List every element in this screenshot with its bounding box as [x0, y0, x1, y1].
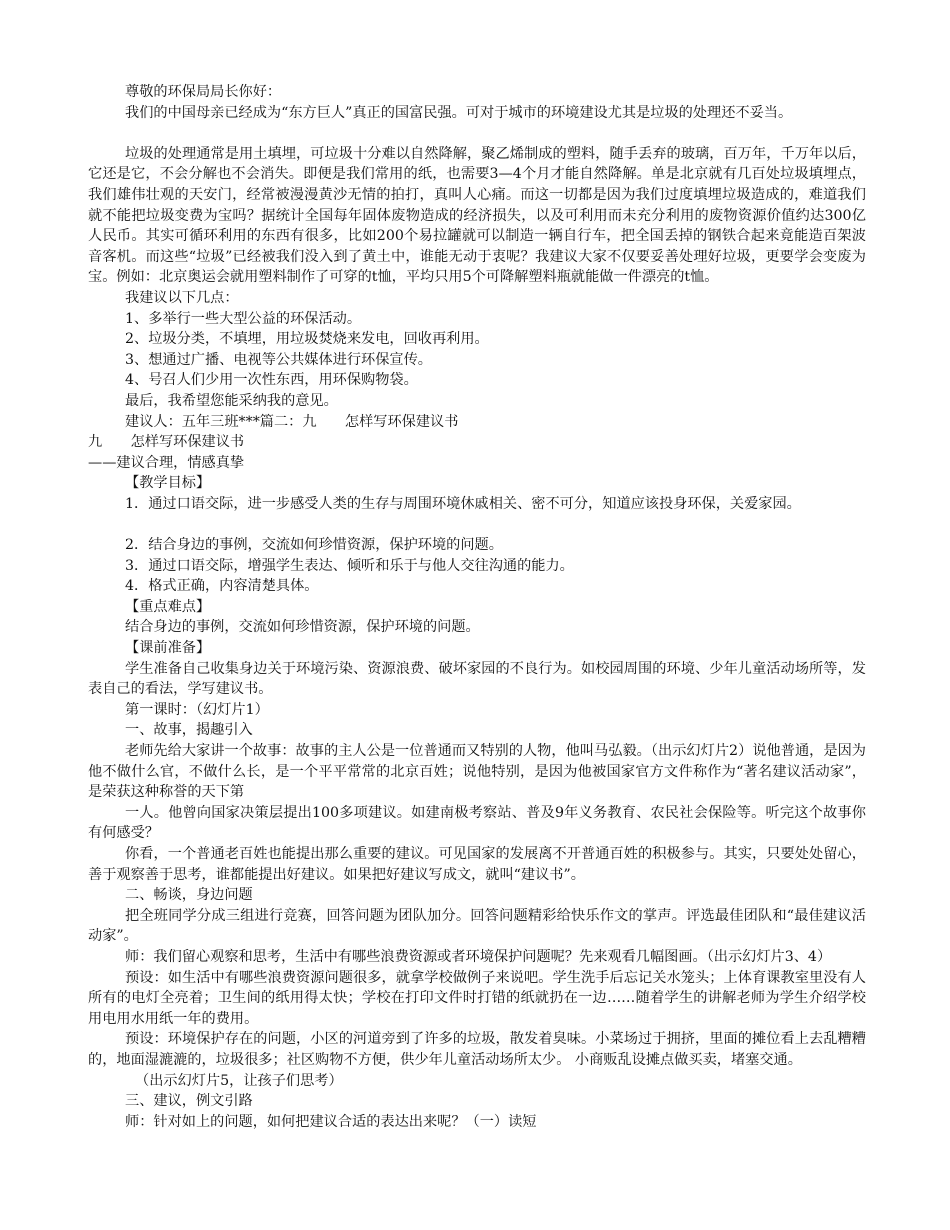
list-item: 1、多举行一些大型公益的环保活动。	[125, 310, 362, 327]
section-heading: 三、建议，例文引路	[125, 1093, 253, 1110]
paragraph: 我们的中国母亲已经成为“东方巨人”真正的国富民强。可对于城市的环境建设尤其是垃圾的处理还不妥当。	[125, 104, 793, 121]
section-heading: 【重点难点】	[125, 598, 211, 615]
list-item: 3、想通过广播、电视等公共媒体进行环保宣传。	[125, 351, 432, 368]
paragraph: 师：我们留心观察和思考，生活中有哪些浪费资源或者环境保护问题呢？先来观看几幅图画。（出示幻灯片3、4）	[125, 948, 832, 965]
paragraph: 预设：环境保护存在的问题，小区的河道旁到了许多的垃圾，散发着臭味。小菜场过于拥挤，里面的摊位看上去乱糟糟的，地面湿漉漉的，垃圾很多；社区购物不方便，供少年儿童活动场所太少。 小商贩乱设摊点做买卖，堵塞交通。	[88, 1031, 866, 1068]
subtitle: ——建议合理，情感真挚	[88, 454, 245, 471]
list-item: 1．通过口语交际，进一步感受人类的生存与周围环境休戚相关、密不可分，知道应该投身环保，关爱家园。	[125, 495, 801, 512]
salutation: 尊敬的环保局局长你好：	[125, 84, 282, 100]
list-item: 4．格式正确，内容清楚具体。	[125, 578, 319, 595]
paragraph: 垃圾的处理通常是用土填埋，可垃圾十分难以自然降解，聚乙烯制成的塑料，随手丢弃的玻璃，百万年，千万年以后，它还是它，不会分解也不会消失。即便是我们常用的纸，也需要3—4个月才能自然降解。单是北京就有几百处垃圾填埋点，我们雄伟壮观的天安门，经常被漫漫黄沙无情的拍打，真叫人心痛。而这一切都是因为我们过度填埋垃圾造成的，难道我们就不能把垃圾变费为宝吗？据统计全国每年固体废物造成的经济损失，以及可利用而未充分利用的废物资源价值约达300亿人民币。其实可循环利用的东西有很多，比如200个易拉罐就可以制造一辆自行车，把全国丢掉的钢铁合起来竟能造百架波音客机。而这些“垃圾”已经被我们没入到了黄土中，谁能无动于衷呢？我建议大家不仅要妥善处理好垃圾，更要学会变废为宝。例如：北京奥运会就用塑料制作了可穿的t恤，平均只用5个可降解塑料瓶就能做一件漂亮的t恤。	[88, 145, 866, 286]
paragraph: 一人。他曾向国家决策层提出100多项建议。如建南极考察站、普及9年义务教育、农民社会保险等。听完这个故事你有何感受？	[88, 804, 866, 842]
paragraph: 预设：如生活中有哪些浪费资源问题很多，就拿学校做例子来说吧。学生洗手后忘记关水笼头；上体育课教室里没有人所有的电灯全亮着；卫生间的纸用得太快；学校在打印文件时打错的纸就扔在一边……随着学生的讲解老师为学生介绍学校用电用水用纸一年的费用。	[88, 969, 866, 1027]
document-body	[88, 82, 866, 1132]
list-item: 3．通过口语交际，增强学生表达、倾听和乐于与他人交往沟通的能力。	[125, 557, 574, 574]
section-heading: 一、故事，揭趣引入	[125, 722, 253, 739]
signature-line: 建议人：五年三班***篇二：九 怎样写环保建议书	[125, 413, 459, 430]
section-heading: 【课前准备】	[125, 640, 211, 657]
paragraph: （出示幻灯片5，让孩子们思考）	[135, 1072, 343, 1089]
paragraph: 结合身边的事例，交流如何珍惜资源，保护环境的问题。	[125, 619, 480, 636]
list-item: 2、垃圾分类，不填埋，用垃圾焚烧来发电，回收再利用。	[125, 331, 489, 348]
section-title: 九 怎样写环保建议书	[88, 434, 245, 451]
paragraph: 学生准备自己收集身边关于环境污染、资源浪费、破坏家园的不良行为。如校园周围的环境、少年儿童活动场所等，发表自己的看法，学写建议书。	[88, 660, 866, 698]
paragraph: 把全班同学分成三组进行竞赛，回答问题为团队加分。回答问题精彩给快乐作文的掌声。评选最佳团队和“最佳建议活动家”。	[88, 907, 866, 945]
paragraph: 师：针对如上的问题，如何把建议合适的表达出来呢？（一）读短	[125, 1113, 537, 1130]
paragraph: 最后，我希望您能采纳我的意见。	[125, 392, 338, 409]
list-item: 2．结合身边的事例，交流如何珍惜资源，保护环境的问题。	[125, 537, 503, 554]
list-item: 4、号召人们少用一次性东西，用环保购物袋。	[125, 372, 418, 389]
paragraph: 老师先给大家讲一个故事：故事的主人公是一位普通而又特别的人物，他叫马弘毅。（出示幻灯片2）说他普通，是因为他不做什么官，不做什么长，是一个平平常常的北京百姓；说他特别，是因为他被国家官方文件称作为“著名建议活动家”，是荣获这种称誉的天下第	[88, 743, 866, 801]
paragraph: 你看，一个普通老百姓也能提出那么重要的建议。可见国家的发展离不开普通百姓的积极参与。其实，只要处处留心，善于观察善于思考，谁都能提出好建议。如果把好建议写成文，就叫“建议书”。	[88, 845, 866, 883]
section-heading: 【教学目标】	[125, 475, 211, 492]
lesson-heading: 第一课时：（幻灯片1）	[125, 701, 269, 718]
paragraph: 我建议以下几点：	[125, 289, 239, 306]
section-heading: 二、畅谈，身边问题	[125, 887, 253, 904]
